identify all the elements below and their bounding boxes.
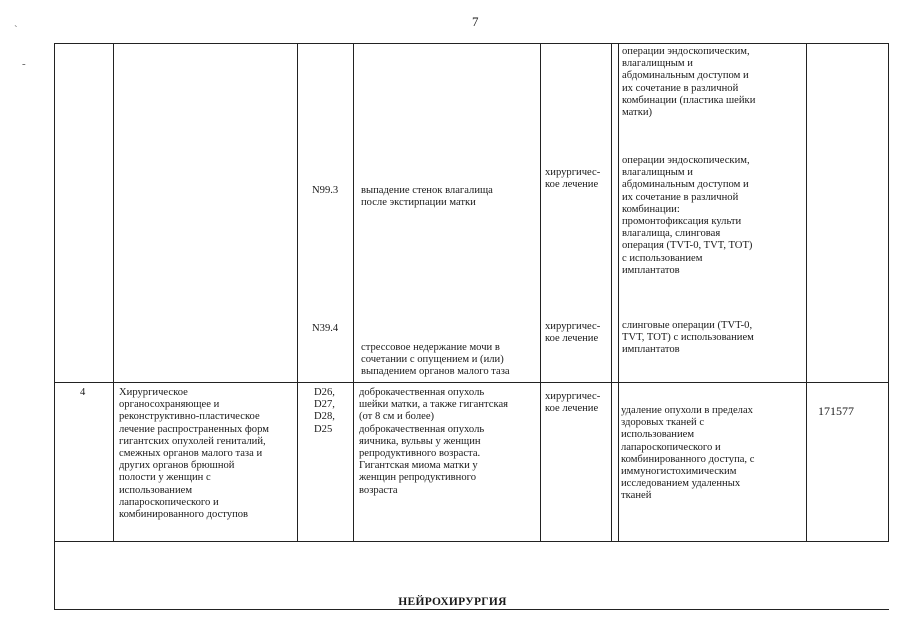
- column-divider: [540, 43, 541, 541]
- column-divider: [353, 43, 354, 541]
- table-cell-method: операции эндоскопическим, влагалищным и абдоминальным доступом и их сочетание в различной комбинации: промонтофиксация культи влагалища, слинговая операция (TVT-0, TVT, TOT) с использованием имплантатов: [622, 155, 753, 276]
- column-divider: [806, 43, 807, 541]
- column-divider: [297, 43, 298, 541]
- table-cell-number: 4: [80, 387, 86, 398]
- row-divider: [54, 541, 889, 542]
- row-divider: [54, 382, 889, 383]
- page-number: 7: [472, 14, 479, 29]
- table-cell-diagnosis: стрессовое недержание мочи в сочетании с опущением и (или) выпадением органов малого таза: [361, 342, 510, 378]
- table-cell-title: Хирургическое органосохраняющее и реконструктивно-пластическое лечение распространенных форм гигантских опухолей гениталий, смежных органов малого таза и других органов брюшной полости у женщин с использованием лапароскопического и комбинированного доступов: [119, 387, 269, 521]
- table-cell-method: слинговые операции (TVT-0, TVT, TOT) с использованием имплантатов: [622, 320, 754, 356]
- table-cell-treatment-type: хирургичес- кое лечение: [545, 321, 601, 345]
- table-cell-treatment-type: хирургичес- кое лечение: [545, 391, 601, 415]
- table-cell-code: N39.4: [312, 323, 339, 334]
- table-bottom-border: [54, 609, 889, 610]
- table-right-border: [888, 43, 889, 541]
- table-cell-code: N99.3: [312, 185, 339, 196]
- table-cell-method: операции эндоскопическим, влагалищным и абдоминальным доступом и их сочетание в различной комбинации (пластика шейки матки): [622, 46, 756, 119]
- table-left-border: [54, 43, 55, 610]
- column-divider: [618, 43, 619, 541]
- table-cell-diagnosis: доброкачественная опухоль шейки матки, а также гигантская (от 8 см и более) доброкачественная опухоль яичника, вульвы у женщин репродуктивного возраста. Гигантская миома матки у женщин репродуктивного возраста: [359, 387, 509, 496]
- margin-mark: `: [14, 24, 18, 36]
- column-divider: [611, 43, 612, 541]
- table-cell-code: D26, D27, D28, D25: [314, 387, 335, 435]
- column-divider: [113, 43, 114, 541]
- table-cell-treatment-type: хирургичес- кое лечение: [545, 167, 601, 191]
- table-cell-method: удаление опухоли в пределах здоровых тканей с использованием лапароскопического и комбинированного доступа, с иммуногистохимическим исследованием удаленных тканей: [621, 405, 755, 502]
- table-cell-cost: 171577: [818, 404, 854, 418]
- table-cell-diagnosis: выпадение стенок влагалища после экстирпации матки: [361, 185, 493, 209]
- section-heading: НЕЙРОХИРУРГИЯ: [398, 596, 507, 608]
- margin-mark: -: [22, 58, 26, 70]
- table-top-border: [54, 43, 889, 44]
